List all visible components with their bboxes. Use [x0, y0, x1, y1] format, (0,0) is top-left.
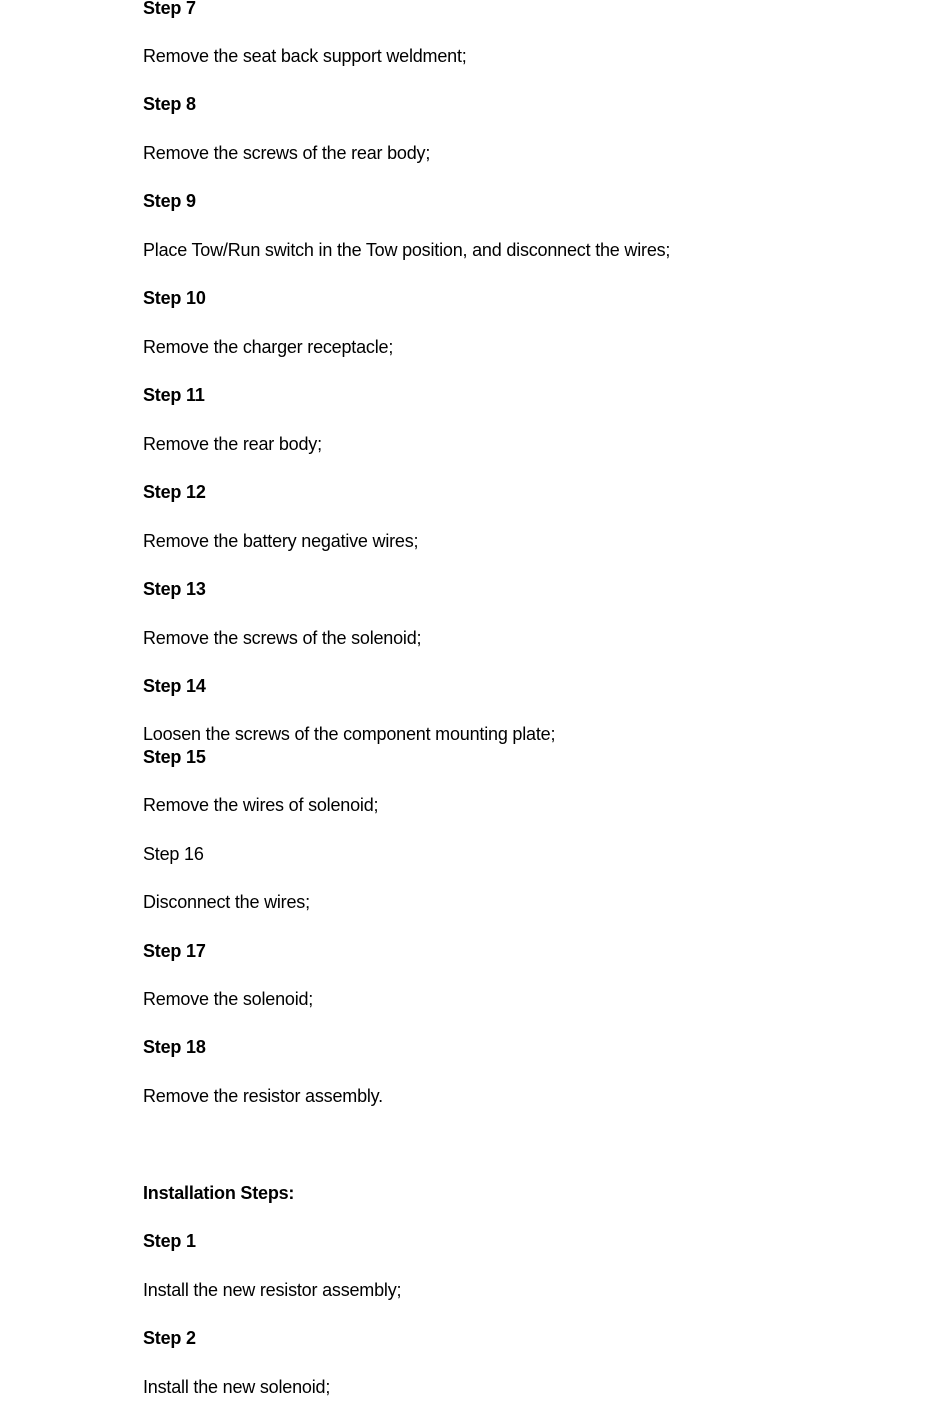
step-instruction: Remove the rear body;: [143, 434, 322, 454]
step-instruction: Remove the screws of the solenoid;: [143, 628, 422, 648]
step-heading: Step 9: [143, 191, 196, 211]
step-heading: Step 8: [143, 94, 196, 114]
step-heading: Step 12: [143, 482, 206, 502]
step-instruction: Install the new resistor assembly;: [143, 1280, 402, 1300]
step-instruction: Disconnect the wires;: [143, 892, 310, 912]
step-heading: Step 7: [143, 0, 196, 18]
step-heading: Step 15: [143, 747, 206, 767]
section-heading: Installation Steps:: [143, 1183, 295, 1203]
step-instruction: Remove the wires of solenoid;: [143, 795, 379, 815]
step-instruction: Remove the seat back support weldment;: [143, 46, 467, 66]
step-heading: Step 11: [143, 385, 205, 405]
step-instruction: Remove the solenoid;: [143, 989, 314, 1009]
step-instruction: Place Tow/Run switch in the Tow position, and disconnect the wires;: [143, 240, 671, 260]
step-heading: Step 14: [143, 676, 206, 696]
step-instruction: Remove the battery negative wires;: [143, 531, 419, 551]
step-instruction: Remove the charger receptacle;: [143, 337, 394, 357]
step-heading: Step 16: [143, 844, 204, 864]
step-instruction: Remove the screws of the rear body;: [143, 143, 431, 163]
step-heading: Step 2: [143, 1328, 196, 1348]
step-heading: Step 1: [143, 1231, 196, 1251]
step-heading: Step 18: [143, 1037, 206, 1057]
step-instruction: Install the new solenoid;: [143, 1377, 331, 1397]
step-instruction: Remove the resistor assembly.: [143, 1086, 383, 1106]
step-heading: Step 13: [143, 579, 206, 599]
step-instruction: Loosen the screws of the component mounting plate;: [143, 724, 556, 744]
step-heading: Step 17: [143, 941, 206, 961]
step-heading: Step 10: [143, 288, 206, 308]
